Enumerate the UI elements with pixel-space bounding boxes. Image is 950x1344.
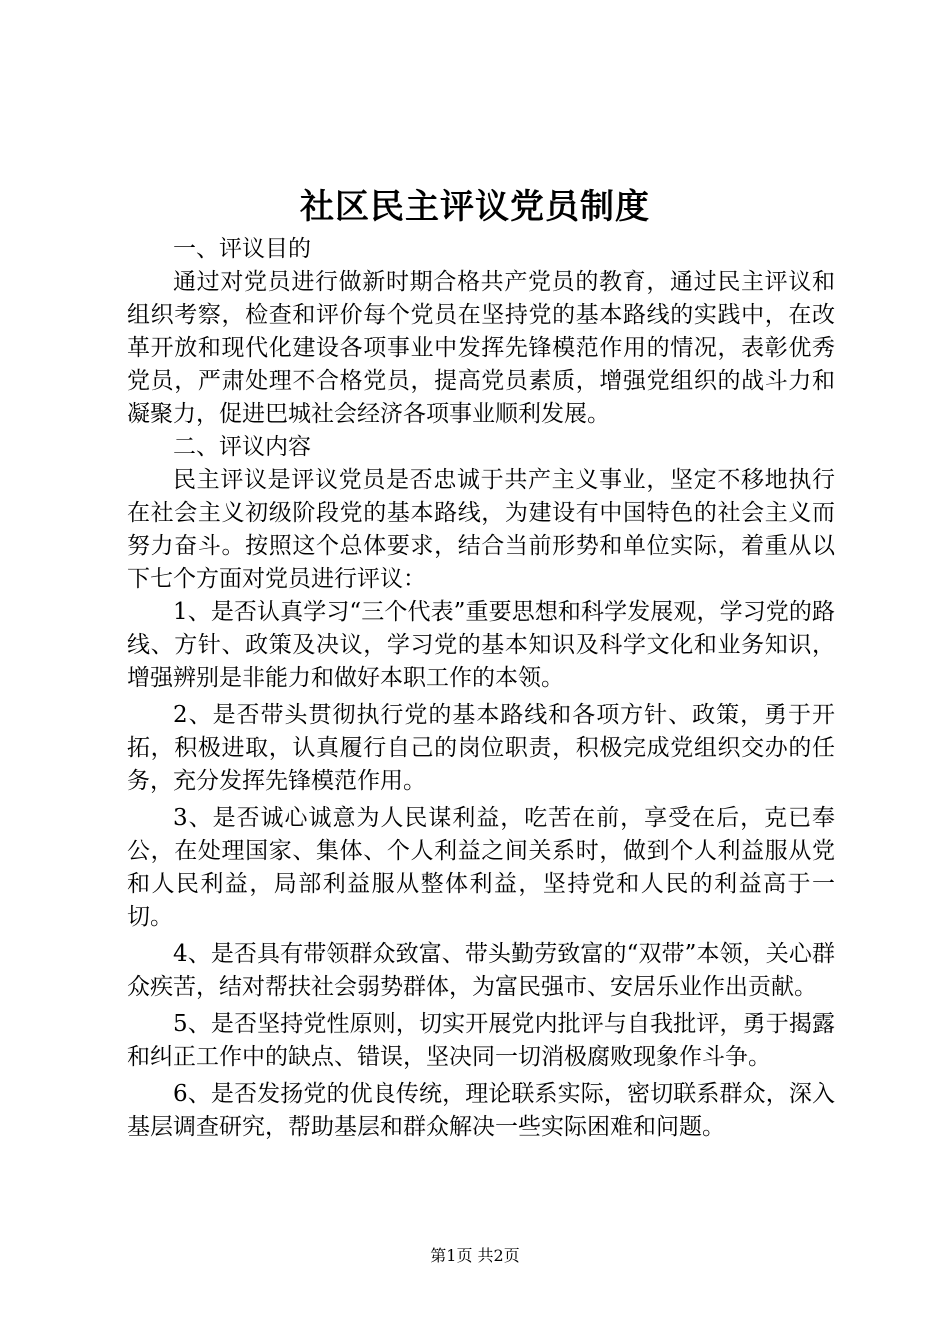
list-item-3: 3、是否诚心诚意为人民谋利益，吃苦在前，享受在后，克已奉公，在处理国家、集体、个人利益之间关系时，做到个人利益服从党和人民利益，局部利益服从整体利益，坚持党和人民的利益高于一切。	[127, 805, 835, 930]
list-item-2: 2、是否带头贯彻执行党的基本路线和各项方针、政策，勇于开拓，积极进取，认真履行自己的岗位职责，积极完成党组织交办的任务，充分发挥先锋模范作用。	[127, 702, 835, 794]
list-item-1: 1、是否认真学习“三个代表”重要思想和科学发展观，学习党的路线、方针、政策及决议，学习党的基本知识及科学文化和业务知识，增强辨别是非能力和做好本职工作的本领。	[127, 599, 835, 691]
paragraph-purpose: 通过对党员进行做新时期合格共产党员的教育，通过民主评议和组织考察，检查和评价每个党员在坚持党的基本路线的实践中，在改革开放和现代化建设各项事业中发挥先锋模范作用的情况，表彰优秀党员，严肃处理不合格党员，提高党员素质，增强党组织的战斗力和凝聚力，促进巴城社会经济各项事业顺利发展。	[127, 269, 835, 427]
page-number-footer: 第1页 共2页	[430, 1246, 520, 1265]
paragraph-content-intro: 民主评议是评议党员是否忠诚于共产主义事业，坚定不移地执行在社会主义初级阶段党的基本路线，为建设有中国特色的社会主义而努力奋斗。按照这个总体要求，结合当前形势和单位实际，着重从以下七个方面对党员进行评议：	[127, 467, 835, 592]
section-heading-purpose: 一、评议目的	[173, 236, 311, 262]
section-heading-content: 二、评议内容	[173, 434, 311, 460]
list-item-5: 5、是否坚持党性原则，切实开展党内批评与自我批评，勇于揭露和纠正工作中的缺点、错误，坚决同一切消极腐败现象作斗争。	[127, 1011, 835, 1070]
list-item-4: 4、是否具有带领群众致富、带头勤劳致富的“双带”本领，关心群众疾苦，结对帮扶社会弱势群体，为富民强市、安居乐业作出贡献。	[127, 941, 835, 1000]
document-title: 社区民主评议党员制度	[300, 187, 650, 227]
list-item-6: 6、是否发扬党的优良传统，理论联系实际，密切联系群众，深入基层调查研究，帮助基层和群众解决一些实际困难和问题。	[127, 1081, 835, 1140]
document-body	[127, 233, 835, 1148]
